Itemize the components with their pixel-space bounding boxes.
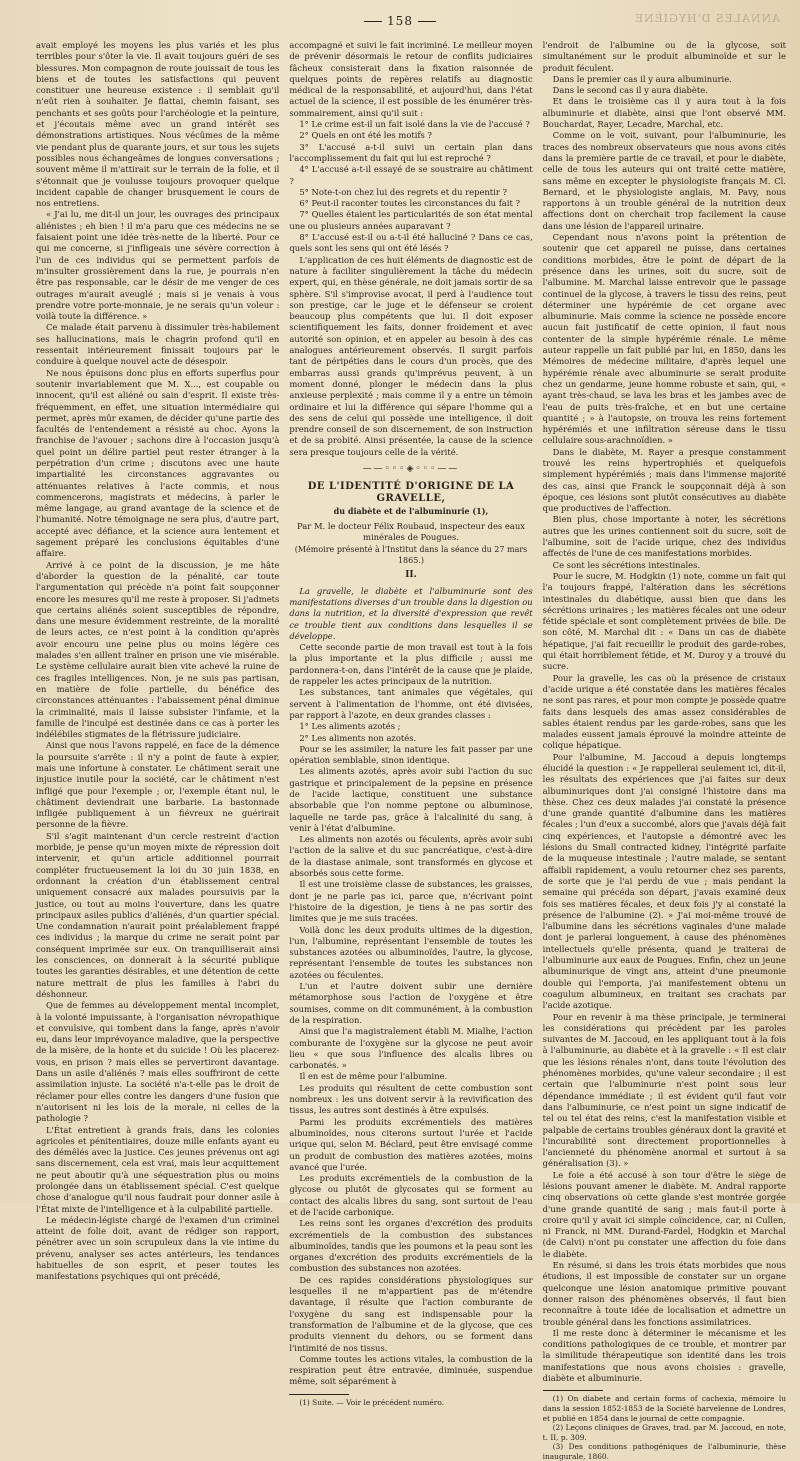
- paragraph: Parmi les produits excrémentiels des matières albuminoïdes, nous citerons surtout l'urée et l'acide urique qui, selon M. Béclard, peut être envisagé comme un produit de combustion des matières azotées, moins avancé que l'urée.: [289, 1116, 533, 1172]
- paragraph: L'un et l'autre doivent subir une dernière métamorphose sous l'action de l'oxygène et être soumises, comme on dit communément, à la combustion de la respiration.: [289, 981, 533, 1025]
- article-title: DE L'IDENTITÉ D'ORIGINE DE LA GRAVELLE,: [307, 481, 515, 504]
- question-item: 8° L'accusé est-il ou a-t-il été halluciné ? Dans ce cas, quels sont les sens qui ont été lésés ?: [289, 232, 533, 254]
- question-item: 2° Quels en ont été les motifs ?: [299, 130, 432, 141]
- paragraph: Que de femmes au développement mental incomplet, à la volonté impuissante, à l'organisation névropathique et convulsive, qui tombent dans la fange, après n'avoir eu, dans leur imprévoyance maladive, que la perspective de la misère, de la honte et du suicide ! Où les placerez-vous, en prison ? mais elles se pervertiront davantage. Dans un asile d'aliénés ? mais elles souffriront de cette assimilation injuste. La société n'a-t-elle pas le droit de réclamer pour elles contre les dangers d'une fusion que n'autorisent ni les lois de la morale, ni celles de la pathologie ?: [36, 1000, 280, 1124]
- paragraph: Cependant nous n'avons point la prétention de soutenir que cet appareil ne puisse, dans certaines conditions morbides, être le point de départ de la présence dans les urines, soit du sucre, soit de l'albumine. M. Marchal laisse entrevoir que le passage continuel de la glycose, à travers le tissu des reins, peut déterminer une hypérémie de cet organe avec albuminurie. Mais comme la science ne possède encore aucun fait justificatif de cette opinion, il faut nous contenter de la simple hypérémie rénale. Le même auteur rappelle un fait publié par lui, en 1850, dans les Mémoires de médecine militaire, d'après lequel une hypérémie rénale avec albuminurie se serait produite chez un gendarme, jeune homme robuste et sain, qui, « ayant très-chaud, se lava les bras et les jambes avec de l'eau de puits très-fraîche, et en but une certaine quantité ; » à l'autopsie, on trouva les reins fortement hypérémiés et une infiltration séreuse dans le tissu cellulaire sous-arachnoïdien. »: [542, 232, 786, 446]
- lead-paragraph: La gravelle, le diabète et l'albuminurie sont des manifestations diverses d'un trouble dans la digestion ou dans la nutrition, et la diversité d'expression que revêt ce trouble tient aux conditions dans lesquelles il se développe.: [289, 585, 533, 641]
- question-item: 6° Peut-il raconter toutes les circonstances du fait ?: [299, 198, 520, 209]
- paragraph: Et dans le troisième cas il y aura tout à la fois albuminurie et diabète, ainsi que l'ont observé MM. Bouchardat, Rayer, Lecadre, Marchal, etc.: [542, 96, 786, 130]
- question-item: 5° Note-t-on chez lui des regrets et du repentir ?: [299, 186, 508, 197]
- text-columns: [36, 40, 786, 1461]
- paragraph: Les aliments azotés, après avoir subi l'action du suc gastrique et principalement de la pepsine en présence de l'acide lactique, constituent une substance absorbable que l'on nomme peptone ou albuminose, laquelle ne tarde pas, grâce à l'alcalinité du sang, à venir à l'état d'albumine.: [289, 766, 533, 833]
- paragraph: Pour en revenir à ma thèse principale, je terminerai les considérations qui précèdent par les paroles suivantes de M. Jaccoud, en les appliquant tout à la fois à l'albuminurie, au diabète et à la gravelle : « Il est clair que les lésions rénales n'ont, dans toute l'évolution des phénomènes morbides, qu'une valeur secondaire ; il est certain que l'albuminurie n'est point sous leur dépendance immédiate ; il est évident qu'il faut voir dans l'albuminurie, ce n'est point un signe indicatif de tel ou tel état des reins, c'est la manifestation visible et palpable de certains troubles généraux dont la gravité et l'incurabilité sont directement proportionnelles à l'ancienneté du phénomène anormal et surtout à sa généralisation (3). »: [542, 1011, 786, 1169]
- paragraph: Il me reste donc à déterminer le mécanisme et les conditions pathologiques de ce trouble, et montrer par la similitude thérapeutique son identité dans les trois manifestations que nous avons choisies : gravelle, diabète et albuminurie.: [542, 1327, 786, 1384]
- footnote: (1) On diabete and certain forms of cachexia, mémoire lu dans la session 1852-1853 de la Société harveïenne de Londres, et publié en 1854 dans le journal de cette compagnie.: [542, 1394, 786, 1423]
- paragraph: Il est une troisième classe de substances, les graisses, dont je ne parle pas ici, parce que, n'écrivant point l'histoire de la digestion, je tiens à ne pas sortir des limites que je me suis tracées.: [289, 879, 533, 924]
- question-item: 1° Le crime est-il un fait isolé dans la vie de l'accusé ?: [299, 119, 530, 130]
- paragraph: Comme on le voit, suivant, pour l'albuminurie, les traces des nombreux observateurs que nous avons cités dans la première partie de ce travail, et pour le diabète, celle de tous les auteurs qui ont traité cette matière, sans même en excepter le physiologiste français M. Cl. Bernard, et le physiologiste anglais, M. Pavy, nous rapportons à un trouble général de la nutrition deux affections dont on cherchait trop facilement la cause dans une lésion de l'appareil urinaire.: [542, 130, 786, 231]
- footnote: (2) Leçons cliniques de Graves, trad. par M. Jaccoud, en note, t. II, p. 309.: [542, 1423, 786, 1442]
- paragraph: accompagné et suivi le fait incriminé. Le meilleur moyen de prévenir désormais le retour de conflits judiciaires fâcheux consisterait dans la fixation raisonnée de quelques points de repères relatifs au diagnostic médical de la responsabilité, et aujourd'hui, dans l'état actuel de la science, il est possible de les énumérer très-sommairement, ainsi qu'il suit :: [289, 40, 533, 118]
- article-memo: (Mémoire présenté à l'Institut dans la séance du 27 mars 1865.): [294, 544, 528, 566]
- column-left: [36, 40, 280, 1282]
- column-middle: [289, 40, 533, 1407]
- paragraph: Cette seconde partie de mon travail est tout à la fois la plus importante et la plus difficile ; aussi me pardonnera-t-on, dans l'intérêt de la cause que je plaide, de rappeler les actes principaux de la nutrition.: [289, 642, 533, 687]
- paragraph: Pour l'albumine, M. Jaccoud a depuis longtemps élucidé la question : « Je rappellerai seulement ici, dit-il, les résultats des expériences que j'ai faites sur deux albuminuriques dont j'ai consigné l'histoire dans ma thèse. Chez ces deux malades j'ai constaté la présence d'une grande quantité d'albumine dans les matières fécales ; l'un d'eux a succombé, alors que j'avais déjà fait cinq expériences, et l'autopsie a démontré avec les lésions du Small contracted kidney, l'intégrité parfaite de la muqueuse intestinale ; l'autre malade, se sentant affaibli rapidement, a voulu retourner chez ses parents, de sorte que je l'ai perdu de vue ; mais pendant la semaine qui précéda son départ, j'avais examiné deux fois ses matières fécales, et deux fois j'y ai constaté la présence de l'albumine (2). » J'ai moi-même trouvé de l'albumine dans les sécrétions vaginales d'une malade dont je parlerai longuement, à cause des phénomènes intellectuels qu'elle présenta, quand je traiterai de l'albuminurie aux eaux de Pougues. Enfin, chez un jeune albuminurique de vingt ans, atteint d'une pneumonie double qui l'emporta, j'ai manifestement obtenu un coagulum albumineux, en traitant ses crachats par l'acide azotique.: [542, 751, 786, 1011]
- footnote: (3) Des conditions pathogéniques de l'albuminurie, thèse inaugurale, 1860.: [542, 1442, 786, 1461]
- paragraph: S'il s'agit maintenant d'un cercle restreint d'action morbide, je pense qu'un moyen mixte de répression doit intervenir, et qu'un article additionnel pourrait compléter fructueusement la loi du 30 juin 1838, en ordonnant la création d'un établissement central uniquement consacré aux malades poursuivis par la justice, ou tout au moins l'ouverture, dans les quatre principaux asiles publics d'aliénés, d'un quartier spécial. Une condamnation n'aurait point préalablement frappé ces individus ; la marque du crime ne serait point par conséquent imprimée sur eux. On tranquilliserait ainsi les consciences, on donnerait à la sécurité publique toutes les garanties désirables, et une détention de cette nature mettrait de plus les familles à l'abri du déshonneur.: [36, 830, 280, 999]
- paragraph: « J'ai lu, me dit-il un jour, les ouvrages des principaux aliénistes ; eh bien ! il m'a paru que ces médecins ne se faisaient point une idée très-nette de la liberté. Pour ce qui me concerne, si j'infligeais une sévère correction à l'un de ces individus qui se permettent parfois de m'insulter grossièrement dans la rue, je pourrais n'en être pas responsable, car le désir de me venger de ces outrages m'aurait aveuglé ; mais si je venais à vous prendre votre porte-monnaie, je ne serais qu'un voleur : voilà toute la différence. »: [36, 209, 280, 322]
- paragraph: Ne nous épuisons donc plus en efforts superflus pour soutenir invariablement que M. X..., est coupable ou innocent, qu'il est aliéné ou sain d'esprit. Il existe très-fréquemment, en effet, une situation intermédiaire qui permet, après mûr examen, de décider qu'une partie des facultés de l'entendement a résisté au choc. Ayons la franchise de l'avouer ; sachons dire à l'occasion jusqu'à quel point un délire partiel peut rester étranger à la perpétration d'un crime ; discutons avec une haute impartialité les circonstances aggravantes ou atténuantes relatives à l'acte commis, et nous commencerons, magistrats et médecins, à parler le même langage, au grand avantage de la science et de l'humanité. Notre témoignage ne sera plus, d'autre part, accepté avec défiance, et la science aura lentement et sagement préparé les conclusions équitables d'une affaire.: [36, 367, 280, 559]
- paragraph: L'État entretient à grands frais, dans les colonies agricoles et pénitentiaires, douze mille enfants ayant eu des démêlés avec la justice. Ces jeunes prévenus ont agi sans discernement, cela est vrai, mais leur acquittement ne peut aboutir qu'à une séquestration plus ou moins prolongée dans un établissement spécial. C'est quelque chose d'analogue qu'il nous faudrait pour donner asile à l'État mixte de l'intelligence et à la culpabilité partielle.: [36, 1124, 280, 1214]
- paragraph: L'application de ces huit éléments de diagnostic est de nature à faciliter singulièrement la tâche du médecin expert, qui, en thèse générale, ne doit jamais sortir de sa sphère. S'il s'improvise avocat, il perd à l'audience tout son prestige, car le juge et le défenseur se croient beaucoup plus compétents que lui. Il doit exposer scientifiquement les faits, donner froidement et avec autorité son opinion, et en appeler au besoin à des cas analogues antérieurement observés. Il surgit parfois tant de péripéties dans le cours d'un procès, que des embarras aussi grands qu'imprévus peuvent, à un moment donné, plonger le médecin dans la plus anxieuse perplexité ; mais comme il y a entre un témoin ordinaire et lui la différence qui sépare l'homme qui a des sens de celui qui possède une intelligence, il doit prendre conseil de son discernement, de son instruction et de sa probité. Ainsi présentée, la cause de la science sera presque toujours celle de la vérité.: [289, 254, 533, 457]
- paragraph: Bien plus, chose importante à noter, les sécrétions autres que les urines contiennent soit du sucre, soit de l'albumine, soit de l'acide urique, chez des individus affectés de l'une de ces manifestations morbides.: [542, 514, 786, 559]
- paragraph: Ainsi que nous l'avons rappelé, en face de la démence la poursuite s'arrête : il n'y a point de faute à expier, mais une infortune à constater. Le châtiment serait une injustice inutile pour la société, car le châtiment n'est infligé que pour l'exemple ; or, l'exemple étant nul, le châtiment deviendrait une barbarie. La bastonnade infligée publiquement à un fiévreux ne guérirait personne de la fièvre.: [36, 740, 280, 830]
- paragraph: avait employé les moyens les plus variés et les plus terribles pour s'ôter la vie. Il avait toujours guéri de ses blessures. Mon compagnon de route jouissait de tous les biens et de toutes les satisfactions qui peuvent constituer une heureuse existence : il semblait qu'il n'eût rien à souhaiter. Je flattai, chemin faisant, ses penchants et ses goûts pour l'archéologie et la peinture, et j'écoutais même avec un grand intérêt ses démonstrations artistiques. Nous vécûmes de la même vie pendant plus de quarante jours, et sur tous les sujets possibles nous échangeâmes de longues conversations ; souvent même il m'attirait sur le terrain de la folie, et il s'étonnait que je voulusse toujours provoquer quelque incident capable de changer brusquement le cours de nos entretiens.: [36, 40, 280, 209]
- paragraph: Le foie a été accusé à son tour d'être le siège de lésions pouvant amener le diabète. M. Andral rapporte cinq observations où cette glande s'est montrée gorgée d'une grande quantité de sang ; mais faut-il porte à croire qu'il y avait ici simple coïncidence, car, ni Cullen, ni Franck, ni MM. Durand-Fardel, Hodgkin et Marchal (de Calvi) n'ont pu constater une affection du foie dans le diabète.: [542, 1169, 786, 1259]
- paragraph: l'endroit de l'albumine ou de la glycose, soit simultanément sur le produit albuminoïde et sur le produit féculent.: [542, 40, 786, 73]
- bleed-through-text: ANNALES D'HYGIÈNE: [633, 12, 780, 25]
- paragraph: Pour le sucre, M. Hodgkin (1) note, comme un fait qui l'a toujours frappé, l'altération dans les sécrétions intestinales du diabétique, aussi bien que dans les sécrétions urinaires ; les matières fécales ont une odeur fétide spéciale et sont complètement privées de bile. De son côté, M. Marchal dit : « Dans un cas de diabète hépatique, j'ai fait recueillir le produit des garde-robes, qui était horriblement fétide, et M. Duroy y a trouvé du sucre.: [542, 570, 786, 672]
- paragraph: Les aliments non azotés ou féculents, après avoir subi l'action de la salive et du suc pancréatique, c'est-à-dire de la diastase animale, sont transformés en glycose et absorbés sous cette forme.: [289, 834, 533, 879]
- paragraph: Les reins sont les organes d'excrétion des produits excrémentiels de la combustion des substances albuminoïdes, tandis que les poumons et la peau sont les organes d'excrétion des produits excrémentiels de la combustion des substances non azotées.: [289, 1218, 533, 1274]
- paragraph: Voilà donc les deux produits ultimes de la digestion, l'un, l'albumine, représentant l'ensemble de toutes les substances azotées ou albuminoïdes, l'autre, la glycose, représentant l'ensemble de toutes les substances non azotées ou féculentes.: [289, 924, 533, 980]
- class-item: 2° Les aliments non azotés.: [299, 732, 417, 743]
- question-item: 4° L'accusé a-t-il essayé de se soustraire au châtiment ?: [289, 164, 533, 186]
- paragraph: Il en est de même pour l'albumine.: [299, 1071, 448, 1082]
- paragraph: Les produits qui résultent de cette combustion sont nombreux : les uns doivent servir à la revivification des tissus, les autres sont destinés à être expulsés.: [289, 1082, 533, 1116]
- question-item: 3° L'accusé a-t-il suivi un certain plan dans l'accomplissement du fait qui lui est reproché ?: [289, 141, 533, 163]
- paragraph: Les substances, tant animales que végétales, qui servent à l'alimentation de l'homme, ont été divisées, par rapport à l'azote, en deux grandes classes :: [289, 687, 533, 720]
- paragraph: De ces rapides considérations physiologiques sur lesquelles il ne m'appartient pas de m'étendre davantage, il résulte que l'action comburante de l'oxygène du sang est indispensable pour la transformation de l'albumine et de la glycose, que ces produits viennent du dehors, ou se forment dans l'intimité de nos tissus.: [289, 1274, 533, 1353]
- section-ornament: ——◦◦◦◈◦◦◦——: [362, 463, 460, 474]
- page-header: [0, 10, 800, 34]
- footnote: (1) Suite. — Voir le précédent numéro.: [299, 1397, 444, 1407]
- question-item: 7° Quelles étaient les particularités de son état mental une ou plusieurs années auparavant ?: [289, 209, 533, 231]
- paragraph: Arrivé à ce point de la discussion, je me hâte d'aborder la question de la pénalité, car toute l'argumentation qui précède n'a point fait soupçonner encore les mesures qu'il me reste à proposer. Si j'admets que certains aliénés soient susceptibles de répondre, dans une mesure évidemment restreinte, de la moralité de leurs actes, ce n'est point à la condition qu'après avoir encouru une peine plus ou moins légère ces malades s'en aillent traîner en prison une vie misérable. Le système cellulaire aurait bien vite achevé la ruine de ces fragiles intelligences. Non, je ne suis pas partisan, en matière de folie partielle, du bénéfice des circonstances atténuantes : l'abaissement pénal diminue la criminalité, mais il laisse subsister l'infamie, et la famille de l'inculpé est destinée dans ce cas à porter les indélébiles stigmates de la flétrissure judiciaire.: [36, 559, 280, 740]
- paragraph: Dans le diabète, M. Rayer a presque constamment trouvé les reins hypertrophiés et quelquefois simplement hypérémiés ; mais dans l'immense majorité des cas, ainsi que Franck le soupçonnait déjà à son époque, ces lésions sont plutôt consécutives au diabète que productives de l'affection.: [542, 446, 786, 514]
- paragraph: Les produits excrémentiels de la combustion de la glycose ou plutôt de glycosates qui se forment au contact des alcalis libres du sang, sont surtout de l'eau et de l'acide carbonique.: [289, 1173, 533, 1217]
- paragraph: Dans le premier cas il y aura albuminurie.: [552, 73, 732, 84]
- paragraph: Dans le second cas il y aura diabète.: [552, 85, 708, 96]
- paragraph: Ce sont les sécrétions intestinales.: [552, 559, 701, 570]
- page-number: 158: [0, 14, 800, 28]
- paragraph: En résumé, si dans les trois états morbides que nous étudions, il est impossible de constater sur un organe quelconque une lésion anatomique primitive pouvant donner raison des phénomènes observés, il faut bien reconnaître à toute idée de localisation et admettre un trouble général dans les fonctions assimilatrices.: [542, 1260, 786, 1327]
- class-item: 1° Les aliments azotés ;: [299, 721, 401, 732]
- section-number: II.: [405, 570, 417, 581]
- paragraph: Pour se les assimiler, la nature les fait passer par une opération semblable, sinon identique.: [289, 743, 533, 766]
- footnote-rule: [289, 1394, 349, 1395]
- paragraph: Ainsi que l'a magistralement établi M. Mialhe, l'action comburante de l'oxygène sur la glycose ne peut avoir lieu « que sous l'influence des alcalis libres ou carbonatés. »: [289, 1026, 533, 1071]
- article-subtitle: du diabète et de l'albuminurie (1),: [333, 505, 489, 516]
- paragraph: Ce malade était parvenu à dissimuler très-habilement ses hallucinations, mais le chagrin profond qu'il en ressentait intérieurement finissait toujours par le conduire à quelque nouvel acte de désespoir.: [36, 322, 280, 367]
- paragraph: Pour la gravelle, les cas où la présence de cristaux d'acide urique a été constatée dans les matières fécales ne sont pas rares, et pour mon compte je possède quatre faits dans lesquels des amas assez considérables de sables étaient rendus par les garde-robes, sans que les malades eussent jamais éprouvé la moindre atteinte de colique hépatique.: [542, 672, 786, 751]
- footnote-rule: [543, 1390, 603, 1391]
- article-author: Par M. le docteur Félix Roubaud, inspecteur des eaux minérales de Pougues.: [297, 521, 525, 543]
- column-right: [542, 40, 786, 1461]
- paragraph: Comme toutes les actions vitales, la combustion de la respiration peut être entravée, diminuée, suspendue même, soit séparément à: [289, 1353, 533, 1387]
- paragraph: Le médecin-légiste chargé de l'examen d'un criminel atteint de folie doit, avant de rédiger son rapport, pénétrer avec un soin scrupuleux dans la vie intime du prévenu, analyser ses actes antérieurs, les tendances habituelles de son esprit, et peser toutes les manifestations psychiques qui ont précédé,: [36, 1214, 280, 1282]
